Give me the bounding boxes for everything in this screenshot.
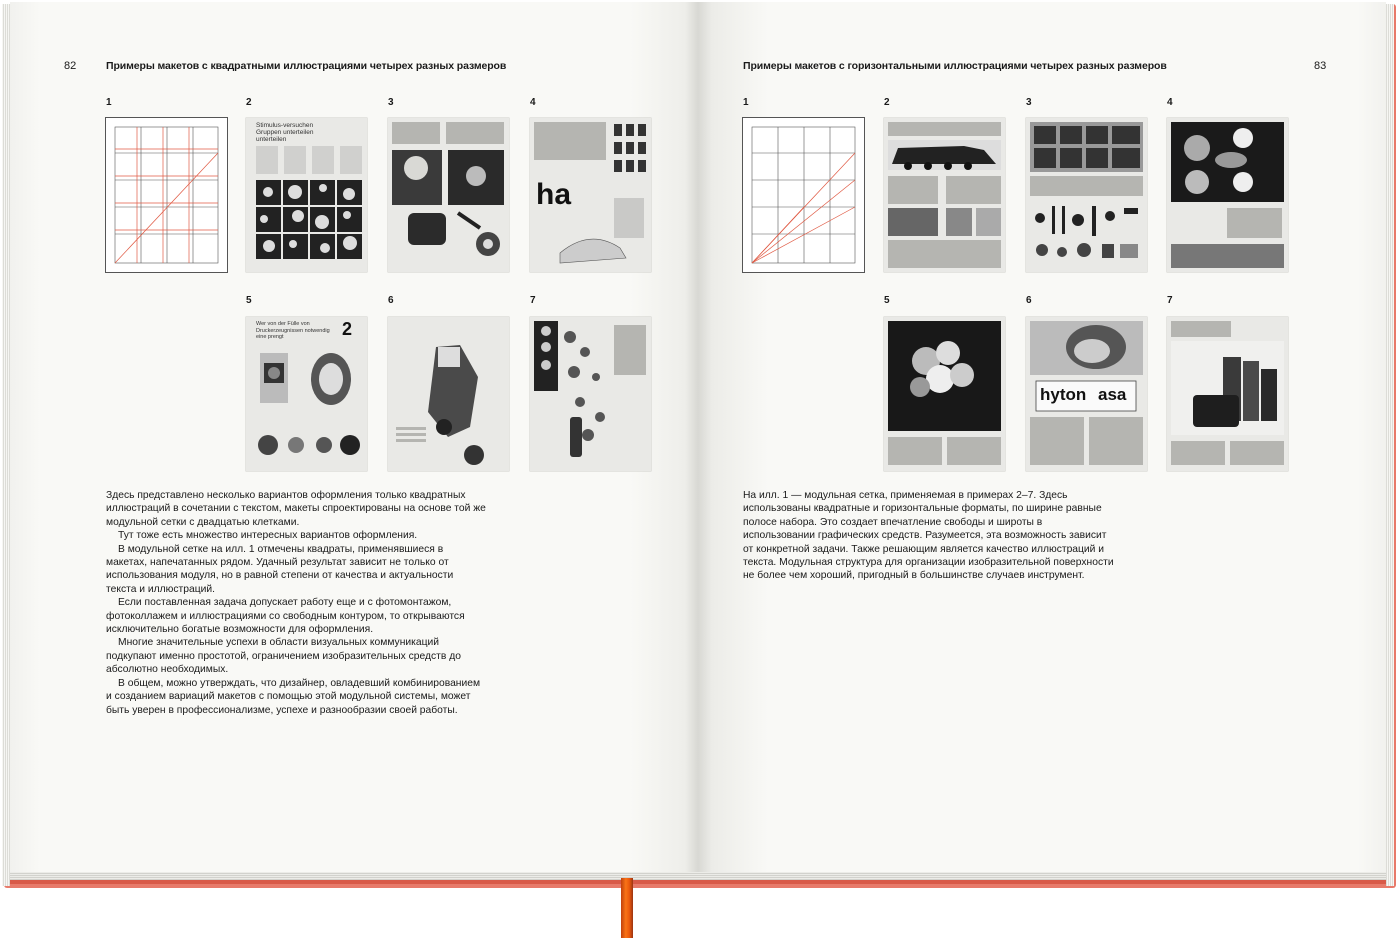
- body-text-left: [106, 489, 486, 717]
- camera-collage-image: [246, 317, 367, 471]
- figure-number-6: 6: [388, 295, 394, 306]
- thumbnail-number: 2: [342, 319, 353, 339]
- paragraph: Тут тоже есть множество интересных вариантов оформления.: [118, 530, 418, 542]
- figure-number-4: 4: [530, 97, 536, 108]
- modular-grid-image: [743, 118, 864, 272]
- paragraph: В модульной сетке на илл. 1 отмечены квадраты, применявшиеся в макетах, напечатанных рядом. Удачный результат зависит не только от использования модуля, но в равной степени от качества и актуальности текста и иллюстраций.: [106, 543, 454, 595]
- layout-thumbnail-2: [246, 118, 367, 272]
- thumbnail-brand-word: hyton: [1040, 385, 1087, 404]
- luggage-photo-layout-image: [1167, 317, 1288, 471]
- layout-thumbnail-5: [884, 317, 1005, 471]
- thumbnail-heading: Stimulus-versuchen Gruppen unterteilen unterteilen: [256, 122, 314, 143]
- figure-number-7: 7: [530, 295, 536, 306]
- layout-thumbnail-7: [1167, 317, 1288, 471]
- figure-number-2: 2: [884, 97, 890, 108]
- right-page: [698, 2, 1386, 872]
- page-number-left: 82: [64, 60, 77, 72]
- page-edges-right: [1386, 4, 1394, 886]
- body-text-right: [743, 489, 1115, 583]
- objects-collage-image: [530, 317, 651, 471]
- grid-diagram-thumbnail: [106, 118, 227, 272]
- paragraph: В общем, можно утверждать, что дизайнер, овладевший комбинированием и созданием вариаций макетов с помощью этой модульной системы, может быть уверен в профессионализме, успехе и разнообразии своей работы.: [106, 677, 481, 716]
- layout-thumbnail-6: [388, 317, 509, 471]
- light-spots-photo-image: [884, 317, 1005, 471]
- page-number-right: 83: [1314, 60, 1327, 72]
- figure-number-1: 1: [743, 97, 749, 108]
- grid-diagram-thumbnail: [743, 118, 864, 272]
- figure-number-5: 5: [884, 295, 890, 306]
- layout-thumbnail-2: [884, 118, 1005, 272]
- layout-thumbnail-6: [1026, 317, 1147, 471]
- layout-thumbnail-3: [1026, 118, 1147, 272]
- figure-number-3: 3: [388, 97, 394, 108]
- figure-number-2: 2: [246, 97, 252, 108]
- layout-thumbnail-4: [1167, 118, 1288, 272]
- layout-thumbnail-7: [530, 317, 651, 471]
- figure-number-6: 6: [1026, 295, 1032, 306]
- abstract-photo-layout-image: [1167, 118, 1288, 272]
- page-edges-bottom: [10, 872, 1386, 880]
- ribbon-bookmark: [621, 878, 633, 938]
- tools-layout-image: [1026, 118, 1147, 272]
- modular-grid-image: [106, 118, 227, 272]
- paragraph: Здесь представлено несколько вариантов оформления только квадратных иллюстраций в сочетании с текстом, макеты спроектированы на основе той же модульной сетки с двадцатью клетками.: [106, 490, 486, 528]
- locomotive-layout-image: [884, 118, 1005, 272]
- page-edges-left: [2, 4, 10, 886]
- figure-number-4: 4: [1167, 97, 1173, 108]
- thumbnail-heading: Wer von der Fülle von Druckerzeugnissen notwendig eine prengt: [256, 321, 330, 340]
- figure-number-5: 5: [246, 295, 252, 306]
- paragraph: Многие значительные успехи в области визуальных коммуникаций подкупают именно простотой, ограничением изобразительных средств до абсолютно необходимых.: [106, 637, 461, 676]
- layout-thumbnail-3: [388, 118, 509, 272]
- figure-number-3: 3: [1026, 97, 1032, 108]
- layout-thumbnail-4: [530, 118, 651, 272]
- thumbnail-big-letters: ha: [536, 178, 572, 211]
- thumbnail-brand-word: asa: [1098, 385, 1127, 404]
- layout-thumbnail-5: [246, 317, 367, 471]
- pattern-grid-image: [246, 118, 367, 272]
- photo-collage-image: [388, 118, 509, 272]
- paragraph: Если поставленная задача допускает работу еще и с фотомонтажом, фотоколлажем и иллюстрациями со свободным контуром, то открываются исключительно богатые возможности для оформления.: [106, 597, 465, 636]
- figure-number-1: 1: [106, 97, 112, 108]
- paragraph: На илл. 1 — модульная сетка, применяемая в примерах 2–7. Здесь использованы квадратные и горизонтальные форматы, по ширине равные полосе набора. Это создает впечатление свободы и широты в использовании графических средств. Разумеется, эта возможность зависит от конкретной задачи. Также решающим является качество иллюстраций и текста. Модульная структура для организации изобразительной поверхности не более чем хороший, пригодный в большинстве случаев инструмент.: [743, 490, 1114, 582]
- hand-watch-collage-image: [388, 317, 509, 471]
- page-header-right: Примеры макетов с горизонтальными иллюстрациями четырех разных размеров: [743, 60, 1167, 72]
- left-page: [10, 2, 698, 872]
- page-header-left: Примеры макетов с квадратными иллюстрациями четырех разных размеров: [106, 60, 507, 72]
- figure-number-7: 7: [1167, 295, 1173, 306]
